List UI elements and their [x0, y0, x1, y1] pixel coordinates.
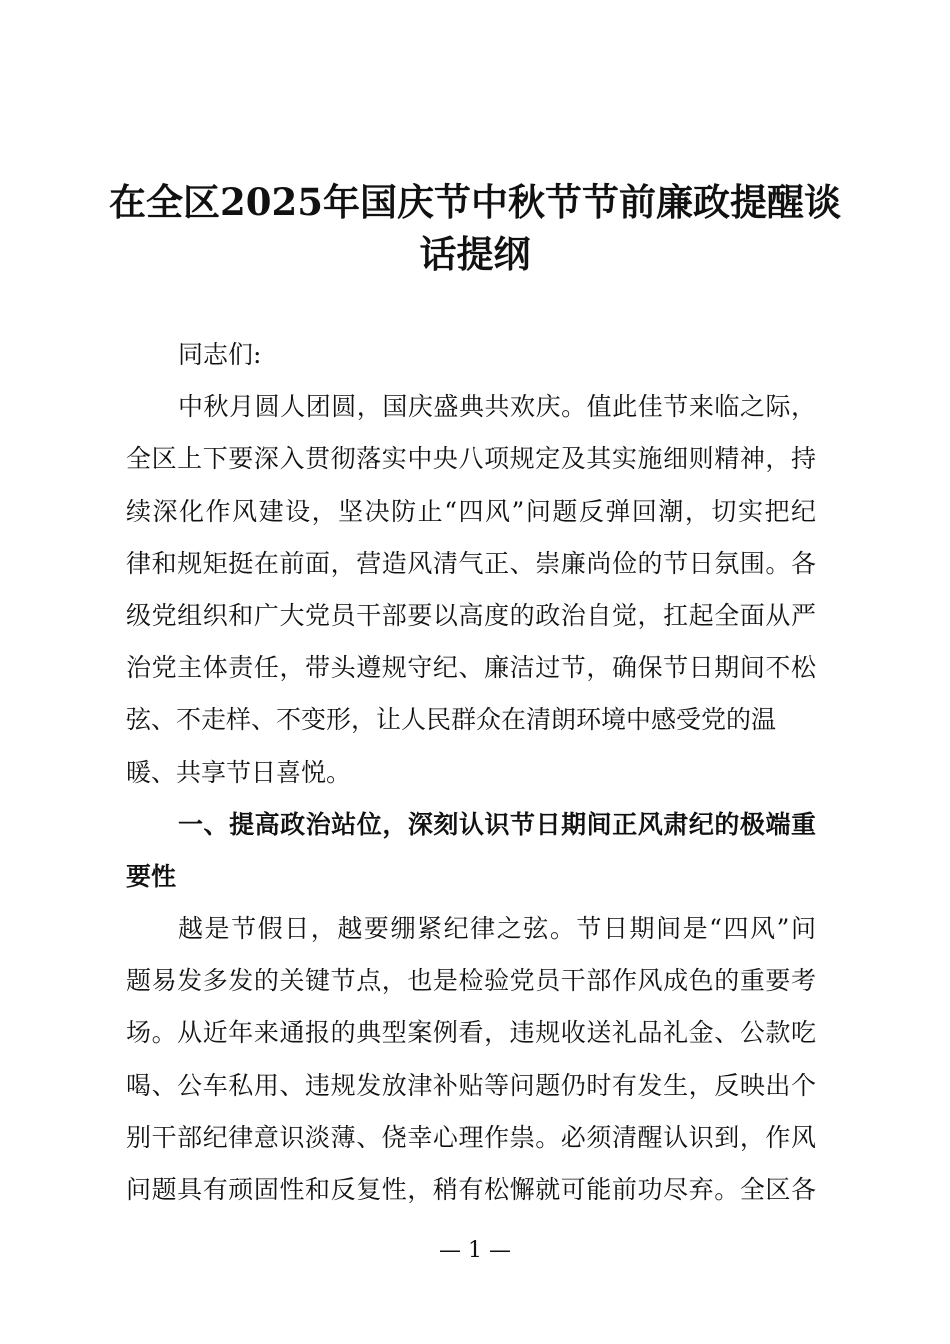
text-line: 治党主体责任，带头遵规守纪、廉洁过节，确保节日期间不松: [126, 653, 816, 683]
text-line: 中秋月圆人团圆，国庆盛典共欢庆。值此佳节来临之际，: [178, 392, 816, 422]
title-line: 在全区2025年国庆节中秋节节前廉政提醒谈: [109, 180, 841, 224]
document-title: [0, 176, 950, 280]
text-line: 续深化作风建设，坚决防止“四风”问题反弹回潮，切实把纪: [126, 496, 816, 526]
text-line: 级党组织和广大党员干部要以高度的政治自觉，扛起全面从严: [126, 600, 816, 630]
heading-line: 一、提高政治站位，深刻认识节日期间正风肃纪的极端重: [178, 809, 816, 839]
text-line: 越是节假日，越要绷紧纪律之弦。节日期间是“四风”问: [178, 914, 816, 944]
page-number: — 1 —: [439, 1238, 511, 1263]
document-body: [126, 329, 816, 1216]
heading-line: 要性: [126, 861, 177, 891]
text-line: 题易发多发的关键节点，也是检验党员干部作风成色的重要考: [126, 966, 816, 996]
text-line: 暖、共享节日喜悦。: [126, 757, 352, 787]
section-heading-1: [126, 799, 816, 903]
text-line: 场。从近年来通报的典型案例看，违规收送礼品礼金、公款吃: [126, 1018, 816, 1048]
text-line: 别干部纪律意识淡薄、侥幸心理作祟。必须清醒认识到，作风: [126, 1122, 816, 1152]
text-line: 问题具有顽固性和反复性，稍有松懈就可能前功尽弃。全区各: [126, 1175, 816, 1204]
text-line: 弦、不走样、不变形，让人民群众在清朗环境中感受党的温: [126, 705, 777, 735]
text-line: 律和规矩挺在前面，营造风清气正、崇廉尚俭的节日氛围。各: [126, 548, 816, 578]
paragraph-section-1: [126, 903, 816, 1216]
title-line: 话提纲: [419, 232, 531, 276]
salutation: 同志们:: [178, 340, 262, 369]
paragraph-intro: [126, 381, 816, 799]
text-line: 全区上下要深入贯彻落实中央八项规定及其实施细则精神，持: [126, 444, 816, 474]
text-line: 喝、公车私用、违规发放津补贴等问题仍时有发生，反映出个: [126, 1070, 816, 1100]
